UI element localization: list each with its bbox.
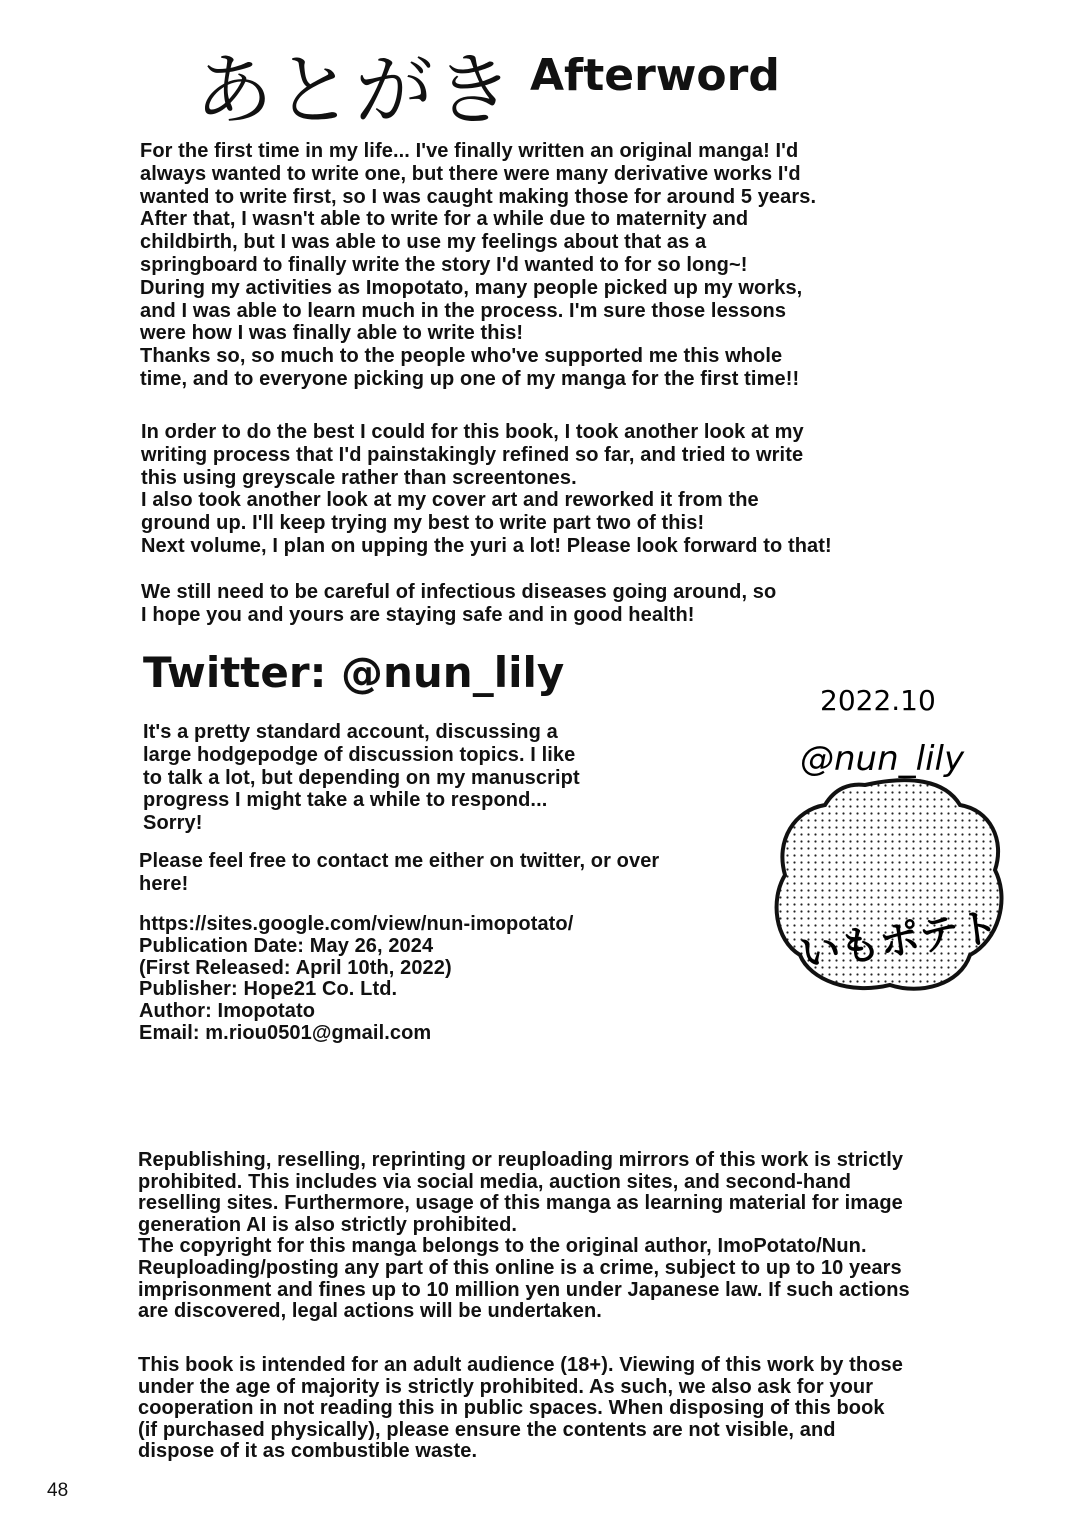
signature-logo [770,670,1020,1010]
afterword-paragraph-3: We still need to be careful of infectious diseases going around, so I hope you and yours are staying safe and in good health! [141,581,777,626]
signature-date: 2022.10 [820,684,936,717]
title-japanese: あとがき [195,46,516,136]
twitter-description: It's a pretty standard account, discussing a large hodgepodge of discussion topics. I like to talk a lot, but depending on my manuscript progress I might take a while to respond... Sorry! [143,721,580,835]
website-link[interactable]: https://sites.google.com/view/nun-imopotato/ [139,913,574,935]
signature-handle: @nun_lily [800,739,965,779]
publisher: Publisher: Hope21 Co. Ltd. [139,978,398,1001]
logo-text: いもポテト [797,904,1002,978]
contact-note: Please feel free to contact me either on twitter, or over here! [139,850,660,895]
first-released: (First Released: April 10th, 2022) [139,956,452,979]
publication-date: Publication Date: May 26, 2024 [139,934,434,957]
author: Author: Imopotato [139,1000,316,1023]
email[interactable]: Email: m.riou0501@gmail.com [139,1021,432,1044]
afterword-paragraph-2: In order to do the best I could for this book, I took another look at my writing process that I'd painstakingly refined so far, and tried to write this using greyscale rather than screentones. I also took another look at my cover art and reworked it from the ground up. I'll keep trying my best to write part two of this! Next volume, I plan on upping the yuri a lot! Please look forward to that! [141,421,832,557]
copyright-notice: Republishing, reselling, reprinting or reuploading mirrors of this work is strictly prohibited. This includes via social media, auction sites, and second-hand reselling sites. Furthermore, usage of this manga as learning material for image generation AI is also strictly prohibited. The copyright for this manga belongs to the original author, ImoPotato/Nun. Reuploading/posting any part of this online is a crime, subject to up to 10 years imprisonment and fines up to 10 million yen under Japanese law. If such actions are discovered, legal actions will be undertaken. [138,1149,910,1323]
publication-info [139,914,573,1045]
page-number: 48 [47,1480,69,1501]
title-english: Afterword [530,50,780,101]
afterword-paragraph-1: For the first time in my life... I've finally written an original manga! I'd always wanted to write one, but there were many derivative works I'd wanted to write first, so I was caught making those for around 5 years. After that, I wasn't able to write for a while due to maternity and childbirth, but I was able to use my feelings about that as a springboard to finally write the story I'd wanted to for so long~! During my activities as Imopotato, many people picked up my works, and I was able to learn much in the process. I'm sure those lessons were how I was finally able to write this! Thanks so, so much to the people who've supported me this whole time, and to everyone picking up one of my manga for the first time!! [140,140,817,390]
twitter-heading: Twitter: @nun_lily [143,648,565,697]
adult-audience-notice: This book is intended for an adult audience (18+). Viewing of this work by those under the age of majority is strictly prohibited. As such, we also ask for your cooperation in not reading this in public spaces. When disposing of this book (if purchased physically), please ensure the contents are not visible, and dispose of it as combustible waste. [138,1354,903,1463]
